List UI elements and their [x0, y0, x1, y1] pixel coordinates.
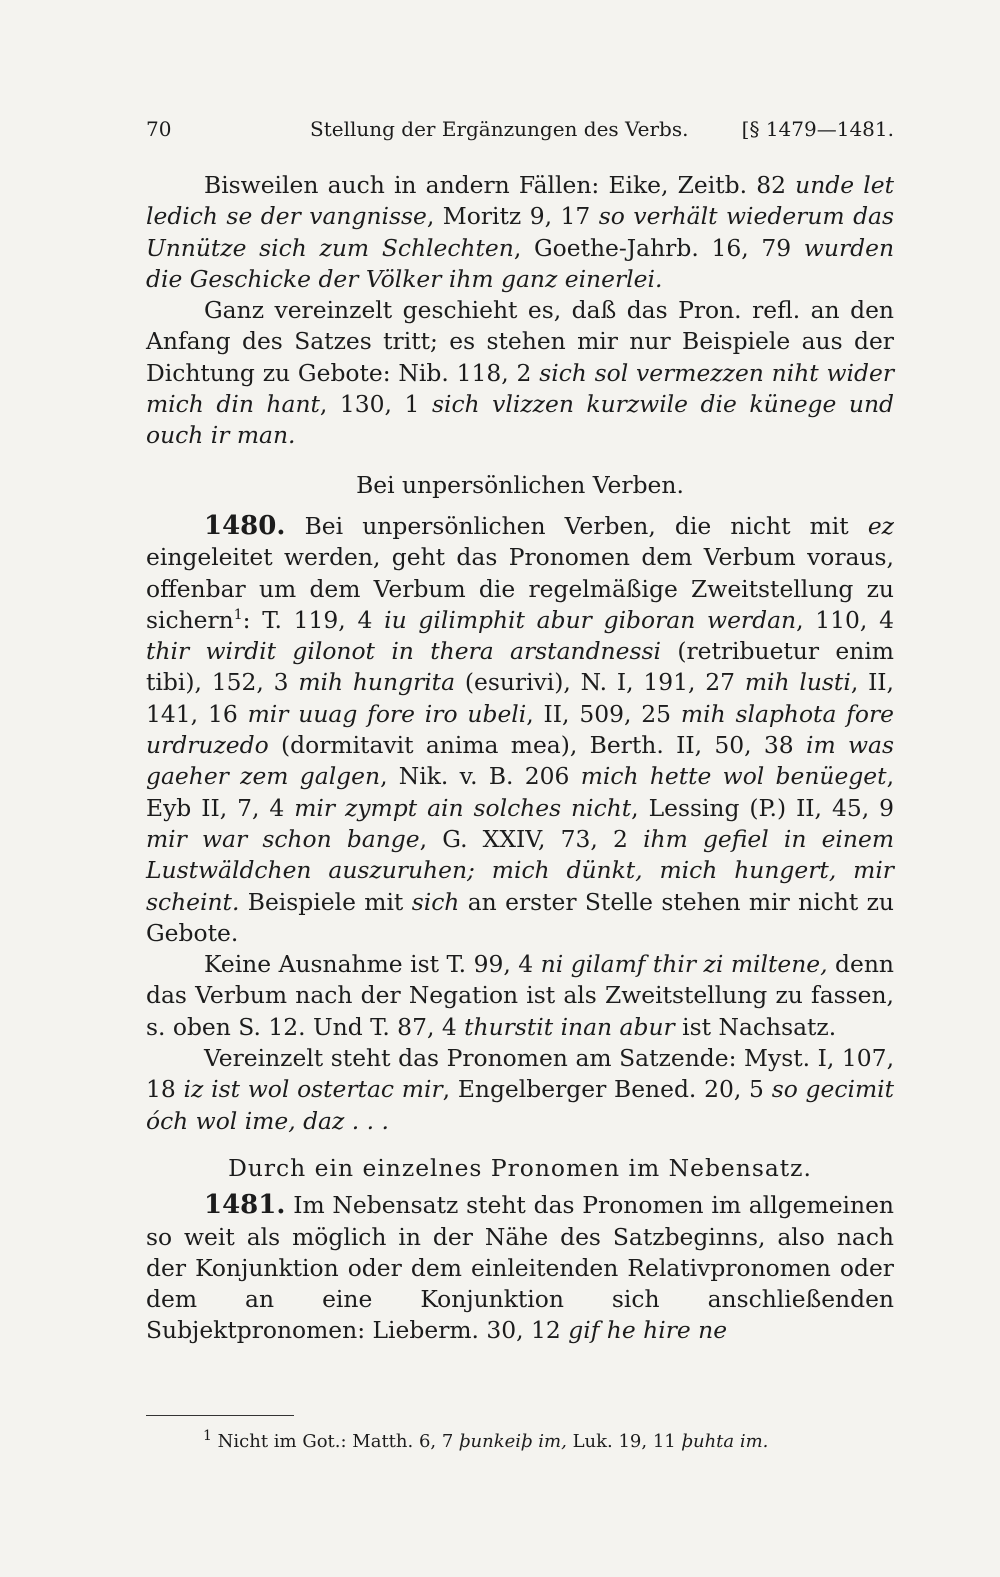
text-run: , 110, 4	[796, 605, 894, 634]
quote: mih lusti	[744, 668, 851, 697]
text-run: , Moritz 9, 17	[426, 202, 599, 231]
quote: sich sol vermezzen niht wider mich din hant	[146, 358, 894, 419]
quote: mich hette wol benüeget	[580, 762, 887, 791]
text-run: eingeleitet werden, geht das Pronomen dem Verbum voraus, offenbar um dem Verbum die regelmäßige Zweitstellung zu sichern	[146, 543, 894, 634]
quote: unde let ledich se der vangnisse	[146, 171, 895, 231]
section-heading: Durch ein einzelnes Pronomen im Nebensatz.	[228, 1153, 812, 1182]
main-text	[146, 170, 894, 1347]
quote: thir wirdit gilonot in thera arstandnessi	[146, 637, 661, 666]
quote: þuhta im.	[681, 1431, 769, 1452]
footnote-rule	[146, 1415, 294, 1416]
quote: þunkeiþ im,	[459, 1431, 567, 1452]
quote: mir uuag fore iro ubeli	[247, 699, 527, 728]
quote: wurden die Geschicke der Völker ihm ganz einerlei.	[146, 233, 895, 293]
quote: sich	[411, 887, 460, 916]
paragraph-4	[146, 949, 894, 1043]
quote: mir zympt ain solches nicht	[294, 793, 632, 822]
quote: so verhält wiederum das Unnütze sich zum Schlechten	[146, 202, 895, 262]
paragraph-5	[146, 1043, 894, 1137]
text-run: Beispiele mit	[239, 887, 412, 916]
quote: thurstit inan abur	[464, 1012, 675, 1041]
quote: sich vlizzen kurzwile die künege und ouch ir man.	[146, 390, 894, 450]
text-run: , G. XXIV, 73, 2	[419, 824, 644, 853]
footnote	[203, 1429, 903, 1455]
text-run: Bisweilen auch in andern Fällen: Eike, Zeitb. 82	[204, 171, 796, 199]
text-run: , 130, 1	[319, 390, 432, 419]
text-run: , Engelberger Bened. 20, 5	[442, 1075, 772, 1104]
quote: mih hungrita	[298, 668, 456, 697]
section-number: 1480.	[204, 510, 286, 541]
text-run: , II, 509, 25	[526, 699, 681, 728]
text-run: : T. 119, 4	[242, 605, 385, 634]
paragraph-2	[146, 295, 894, 451]
text-run: , Lessing (P.) II, 45, 9	[631, 793, 894, 822]
paragraph-1	[146, 170, 894, 295]
quote: so gecimit óch wol ime, daz . . .	[146, 1075, 895, 1135]
running-title: Stellung der Ergänzungen des Verbs.	[310, 117, 689, 141]
text-run: Keine Ausnahme ist T. 99, 4	[204, 950, 541, 979]
section-heading: Bei unpersönlichen Verben.	[356, 470, 684, 499]
footnote-marker[interactable]: 1	[233, 607, 243, 624]
text-run: Im Nebensatz steht das Pronomen im allgemeinen so weit als möglich in der Nähe des Satzbeginns, also nach der Konjunktion oder dem einleitenden Relativpronomen oder dem an eine Konjunktion sich anschließenden Subjektpronomen: Lieberm. 30, 12	[146, 1191, 894, 1345]
quote: mih slaphota fore urdruzedo	[146, 699, 895, 760]
section-number: 1481.	[204, 1190, 286, 1221]
text-run: Bei unpersönlichen Verben, die nicht mit	[285, 511, 868, 540]
page-number: 70	[146, 117, 172, 141]
footnote-number: 1	[203, 1428, 212, 1444]
quote: ihm gefiel in einem Lustwäldchen auszuruhen; mich dünkt, mich hungert, mir scheint.	[146, 824, 894, 916]
quote: ni gilamf thir zi miltene,	[540, 950, 828, 979]
text-run: Vereinzelt steht das Pronomen am Satzende: Myst. I, 107, 18	[146, 1044, 894, 1104]
quote: iu gilimphit abur giboran werdan	[384, 605, 797, 634]
quote: im was gaeher zem galgen	[146, 731, 894, 791]
quote: ez	[867, 511, 894, 540]
section-range: [§ 1479—1481.	[741, 117, 894, 141]
text-run: (dormitavit anima mea), Berth. II, 50, 38	[268, 731, 807, 760]
quote: gif he hire ne	[568, 1316, 728, 1345]
paragraph-1481	[146, 1190, 894, 1346]
text-run: , Nik. v. B. 206	[380, 762, 581, 791]
text-run: , Eyb II, 7, 4	[146, 762, 894, 822]
paragraph-1480	[146, 511, 894, 949]
text-run: (retribuetur enim tibi), 152, 3	[146, 637, 894, 697]
text-run: Nicht im Got.: Matth. 6, 7	[211, 1431, 460, 1452]
text-run: denn das Verbum nach der Negation ist als Zweitstellung zu fassen, s. oben S. 12. Und T. 87, 4	[146, 950, 894, 1041]
text-run: ist Nachsatz.	[674, 1012, 837, 1041]
text-run: an erster Stelle stehen mir nicht zu Gebote.	[146, 887, 894, 947]
text-run: Ganz vereinzelt geschieht es, daß das Pron. refl. an den Anfang des Satzes tritt; es stehen mir nur Beispiele aus der Dichtung zu Gebote: Nib. 118, 2	[146, 296, 894, 387]
quote: iz ist wol ostertac mir	[183, 1075, 443, 1104]
text-run: (esurivi), N. I, 191, 27	[455, 668, 745, 697]
text-run: , Goethe-Jahrb. 16, 79	[513, 233, 804, 262]
text-run: , II, 141, 16	[146, 668, 894, 728]
text-run: Luk. 19, 11	[566, 1431, 682, 1452]
quote: mir war schon bange	[146, 824, 420, 853]
